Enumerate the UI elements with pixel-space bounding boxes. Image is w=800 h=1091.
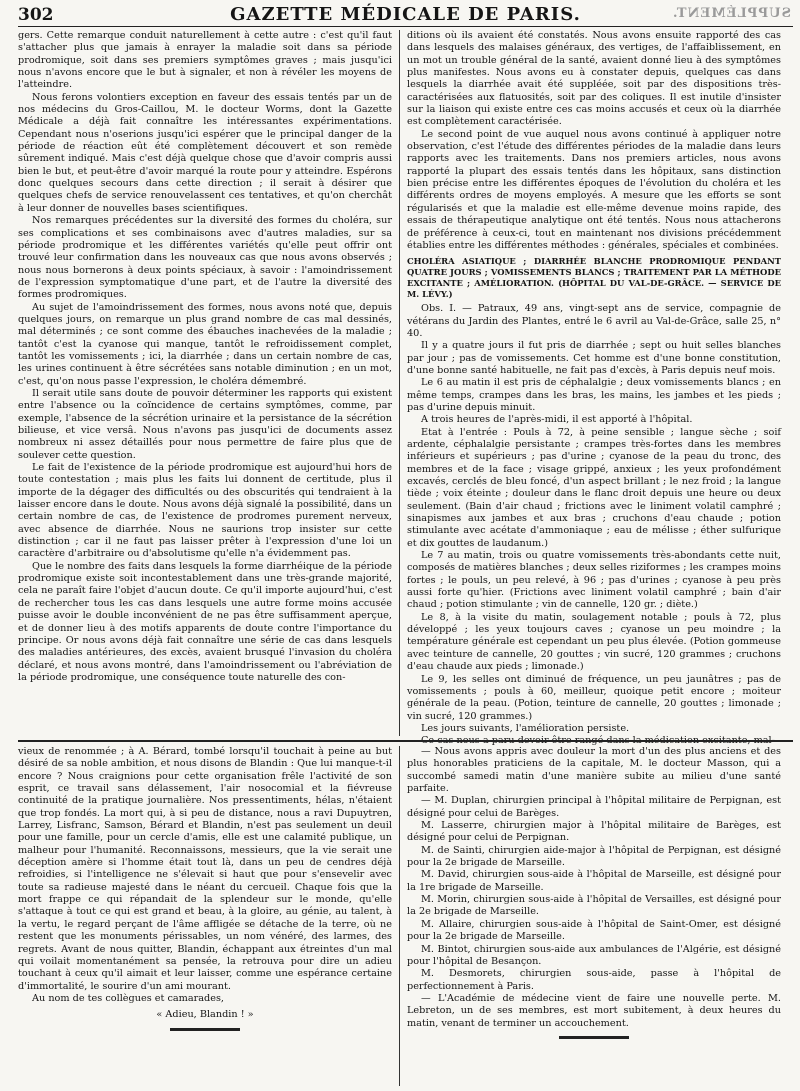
case-paragraph: Le 8, à la visite du matin, soulagement notable ; pouls à 72, plus développé ; les yeux toujours caves ; cyanose un peu moindre ; la température générale est cependant un peu plus élevée. (Potion gommeuse avec teinture de cannelle, 20 gouttes ; vin sucré, 120 grammes ; cruchons d'eau chaude aux pieds ; limonade.) <box>407 611 781 673</box>
case-paragraph: Obs. I. — Patraux, 49 ans, vingt-sept ans de service, compagnie de vétérans du Jardin des Plantes, entré le 6 avril au Val-de-Grâce, salle 25, n° 40. <box>407 303 781 339</box>
journal-title: GAZETTE MÉDICALE DE PARIS. <box>230 4 581 25</box>
paragraph: Nos remarques précédentes sur la diversité des formes du choléra, sur ses complications et ses combinaisons avec d'autres maladies, sur sa période prodromique et les différentes variétés qu'elle peut offrir ont trouvé leur confirmation dans les nouveaux cas que nous avons observés ; nous nous bornerons à deux points spéciaux, à savoir : l'amoindrissement de l'expression symptomatique d'une part, et de l'autre la diversité des formes prodromiques. <box>18 215 392 301</box>
page-header <box>18 2 793 27</box>
paragraph: Il serait utile sans doute de pouvoir déterminer les rapports qui existent entre l'absence ou la coïncidence de certains symptômes, comme, par exemple, l'absence de la sécrétion urinaire et la persistance de la sécrétion bilieuse, et vice versâ. Nous n'avons pas jusqu'ici de documents assez nombreux ni assez détaillés pour nous permettre de faire plus que de soulever cette question. <box>18 387 392 461</box>
news-item: M. Lasserre, chirurgien major à l'hôpital militaire de Barèges, est désigné pour celui de Perpignan. <box>407 820 781 844</box>
news-item: — Nous avons appris avec douleur la mort d'un des plus anciens et des plus honorables praticiens de la capitale, M. le docteur Masson, qui a succombé samedi matin d'une manière subite au milieu d'une santé parfaite. <box>407 746 781 795</box>
case-heading: CHOLÉRA ASIATIQUE ; DIARRHÉE BLANCHE PRODROMIQUE PENDANT QUATRE JOURS ; VOMISSEMENTS BLANCS ; TRAITEMENT PAR LA MÉTHODE EXCITANTE ; AMÉLIORATION. (HÔPITAL DU VAL-DE-GRÂCE. — SERVICE DE M. LÉVY.) <box>407 256 781 300</box>
end-rule <box>559 1036 629 1039</box>
obituary-farewell: « Adieu, Blandin ! » <box>156 1009 254 1021</box>
end-rule <box>170 1028 240 1031</box>
bleed-through-text: SUPPLÉMENT. <box>671 6 791 21</box>
case-paragraph: Les jours suivants, l'amélioration persiste. <box>421 722 630 734</box>
paragraph: Au sujet de l'amoindrissement des formes, nous avons noté que, depuis quelques jours, on remarque un plus grand nombre de cas mal dessinés, mal déterminés ; ce sont comme des ébauches inachevées de la maladie ; tantôt c'est la cyanose qui manque, tantôt le refroidissement complet, tantôt les vomissements ; ici, la diarrhée ; dans un certain nombre de cas, les urines continuent à être sécrétées sans notable diminution ; en un mot, c'est, qu'on nous passe l'expression, le choléra démembré. <box>18 301 392 387</box>
news-item: M. Desmorets, chirurgien sous-aide, passe à l'hôpital de perfectionnement à Paris. <box>407 968 781 992</box>
paragraph: Que le nombre des faits dans lesquels la forme diarrhéique de la période prodromique existe soit incontestablement dans une très-grande majorité, cela ne paraît faire l'objet d'aucun doute. Ce qu'il importe aujourd'hui, c'est de rechercher tous les cas dans lesquels une autre forme moins accusée puisse avoir le double inconvénient de ne pas être suffisamment aperçue, et de donner lieu à des motifs apparents de doute contre l'importance du principe. Or nous avons déjà fait connaître une série de cas dans lesquels des maladies antérieures, des excès, avaient brusqué l'invasion du choléra déclaré, et nous avons montré, dans l'amoindrissement ou l'abréviation de la période prodromique, une conséquence toute naturelle des con- <box>18 560 392 683</box>
paragraph: Nous ferons volontiers exception en faveur des essais tentés par un de nos médecins du Gros-Caillou, M. le docteur Worms, dont la Gazette Médicale a déjà fait connaître les intéressantes expérimentations. Cependant nous n'oserions jusqu'ici espérer que le principal danger de la période de réaction eût été complètement découvert et son remède sûrement indiqué. Mais c'est déjà quelque chose que d'avoir compris aussi bien le but, et peut-être d'avoir marqué la route pour y atteindre. Espérons donc quelques secours dans cette direction ; il serait à désirer que quelques chefs de service renouvelassent ces tentatives, et qu'on cherchât à leur donner de nouvelles bases scientifiques. <box>18 91 392 214</box>
case-paragraph: Le 6 au matin il est pris de céphalalgie ; deux vomissements blancs ; en même temps, crampes dans les bras, les mains, les jambes et les pieds ; pas d'urine depuis minuit. <box>407 377 781 413</box>
case-paragraph: Etat à l'entrée : Pouls à 72, à peine sensible ; langue sèche ; soif ardente, céphalalgie persistante ; crampes très-fortes dans les membres inférieurs et supérieurs ; pas d'urine ; cyanose de la peau du tronc, des membres et de la face ; visage grippé, anxieux ; les yeux profondément excavés, cerclés de bleu foncé, d'un aspect brillant ; le nez froid ; la langue tiède ; voix éteinte ; douleur dans le flanc droit depuis une heure ou deux seulement. (Bain d'air chaud ; frictions avec le liniment volatil camphré ; sinapismes aux jambes et aux bras ; cruchons d'eau chaude ; potion stimulante avec acétate d'ammoniaque ; eau de mélisse ; éther sulfurique et dix gouttes de laudanum.) <box>407 426 781 549</box>
obituary-column <box>18 746 392 1086</box>
news-item: M. de Sainti, chirurgien aide-major à l'hôpital de Perpignan, est désigné pour la 2e brigade de Marseille. <box>407 844 781 869</box>
paragraph: gers. Cette remarque conduit naturellement à cette autre : c'est qu'il faut s'attacher plus que jamais à enrayer la maladie soit dans sa période prodromique, soit dans ses premiers symptômes graves ; mais jusqu'ici nous n'avons encore que le but à signaler, et non à révéler les moyens de l'atteindre. <box>18 30 392 91</box>
paragraph: ditions où ils avaient été constatés. Nous avons ensuite rapporté des cas dans lesquels des malaises généraux, des vertiges, de l'affaiblissement, en un mot un trouble général de la santé, avaient donné lieu à des symptômes plus manifestes. Nous avons eu à constater depuis, quelques cas dans lesquels la diarrhée avait été suppléée, soit par des dispositions très-caractérisées aux flatuosités, soit par des coliques. Il est inutile d'insister sur la liaison qui existe entre ces cas moins accusés et ceux où la diarrhée est complètement caractérisée. <box>407 30 781 128</box>
case-paragraph: Le 9, les selles ont diminué de fréquence, un peu jaunâtres ; pas de vomissements ; pouls à 60, meilleur, quoique petit encore ; moiteur générale de la peau. (Potion, teinture de cannelle, 20 gouttes ; limonade ; vin sucré, 120 grammes.) <box>407 673 781 722</box>
case-paragraph: A trois heures de l'après-midi, il est apporté à l'hôpital. <box>421 414 693 426</box>
column-divider <box>399 746 400 1086</box>
news-item: M. Bintot, chirurgien sous-aide aux ambulances de l'Algérie, est désigné pour l'hôpital de Besançon. <box>407 943 781 967</box>
case-paragraph: Il y a quatre jours il fut pris de diarrhée ; sept ou huit selles blanches par jour ; pas de vomissements. Cet homme est d'une bonne constitution, d'une bonne santé habituelle, ne fait pas d'excès, à Paris depuis neuf mois. <box>407 340 781 376</box>
news-item: — L'Académie de médecine vient de faire une nouvelle perte. M. Lebreton, un de ses membres, est mort subitement, à deux heures du matin, venant de terminer un accouchement. <box>407 992 781 1029</box>
paragraph: Le fait de l'existence de la période prodromique est aujourd'hui hors de toute contestation ; mais plus les faits lui donnent de certitude, plus il importe de la dégager des difficultés ou des obscurités qui tendraient à la laisser encore dans le doute. Nous avons déjà signalé la possibilité, dans un certain nombre de cas, de l'existence de prodromes purement nerveux, avec absence de diarrhée. Nous ne saurions trop insister sur cette distinction ; car il ne faut pas laisser prêter à l'expression d'une loi un caractère d'arbitraire ou d'absolutisme qu'elle n'a évidemment pas. <box>18 462 392 560</box>
section-divider <box>18 740 793 742</box>
paragraph: Le second point de vue auquel nous avons continué à appliquer notre observation, c'est l'étude des différentes périodes de la maladie dans leurs rapports avec les traitements. Dans nos premiers articles, nous avons rapporté la plupart des essais tentés dans les hôpitaux, sans distinction bien précise entre les différentes époques de l'évolution du choléra et les différents ordres de moyens employés. A mesure que les efforts se sont régularisés et que la maladie est elle-même devenue moins rapide, des essais de thérapeutique analytique ont été tentés. Nous nous attacherons de préférence à ceux-ci, tout en maintenant nos divisions précédemment établies entre les différentes méthodes : générales, spéciales et combinées. <box>407 128 781 251</box>
news-item: M. Morin, chirurgien sous-aide à l'hôpital de Versailles, est désigné pour la 2e brigade de Marseille. <box>407 894 781 918</box>
news-item: M. Allaire, chirurgien sous-aide à l'hôpital de Saint-Omer, est désigné pour la 2e brigade de Marseille. <box>407 918 781 943</box>
article-column-left <box>18 30 392 736</box>
news-item: — M. Duplan, chirurgien principal à l'hôpital militaire de Perpignan, est désigné pour celui de Barèges. <box>407 795 781 819</box>
obituary-paragraph: Au nom de tes collègues et camarades, <box>32 992 225 1004</box>
article-column-right <box>407 30 781 736</box>
obituary-paragraph: vieux de renommée ; à A. Bérard, tombé lorsqu'il touchait à peine au but désiré de sa noble ambition, et nous disons de Blandin : Que lui manque-t-il encore ? Nous craignions pour cette organisation frêle l'activité de son esprit, ce travail sans délassement, l'air nosocomial et la fiévreuse continuité de la pratique journalière. Nos pressentiments, hélas, n'étaient que trop fondés. La mort qui, à si peu de distance, nous a ravi Dupuytren, Larrey, Lisfranc, Samson, Bérard et Blandin, n'est pas seulement un deuil pour une famille, pour un cercle d'amis, elle est une calamité publique, un malheur pour l'humanité. Reconnaissons, messieurs, que la vie serait une déception amère si l'homme était tout là, dans un peu de cendres déjà refroidies, si l'intelligence ne s'élevait si haut que pour s'ensevelir avec toute sa radieuse majesté dans le néant du cercueil. Chaque fois que la mort frappe ce qui répandait de la splendeur sur le monde, qu'elle s'attaque à tout ce qui est grand et beau, à la gloire, au génie, au talent, à la vertu, le regard perçant de l'âme affligée se détache de la terre, où ne restent que les monuments périssables, un nom vénéré, des larmes, des regrets. Avant de nous quitter, Blandin, échappant aux étreintes d'un mal qui voilait momentanément sa pensée, la retrouva pour dire un adieu touchant à ceux qu'il aimait et leur laisser, comme une espérance certaine d'immortalité, le sourire d'un ami mourant. <box>18 746 392 992</box>
news-item: M. David, chirurgien sous-aide à l'hôpital de Marseille, est désigné pour la 1re brigade de Marseille. <box>407 869 781 893</box>
case-paragraph: Le 7 au matin, trois ou quatre vomissements très-abondants cette nuit, composés de matières blanches ; deux selles riziformes ; les crampes moins fortes ; le pouls, un peu relevé, à 96 ; pas d'urines ; cyanose à peu près aussi forte qu'hier. (Frictions avec liniment volatil camphré ; bain d'air chaud ; potion stimulante ; vin de cannelle, 120 gr. ; diète.) <box>407 550 781 611</box>
news-column <box>407 746 781 1086</box>
column-divider <box>399 30 400 736</box>
page-number: 302 <box>18 5 54 25</box>
